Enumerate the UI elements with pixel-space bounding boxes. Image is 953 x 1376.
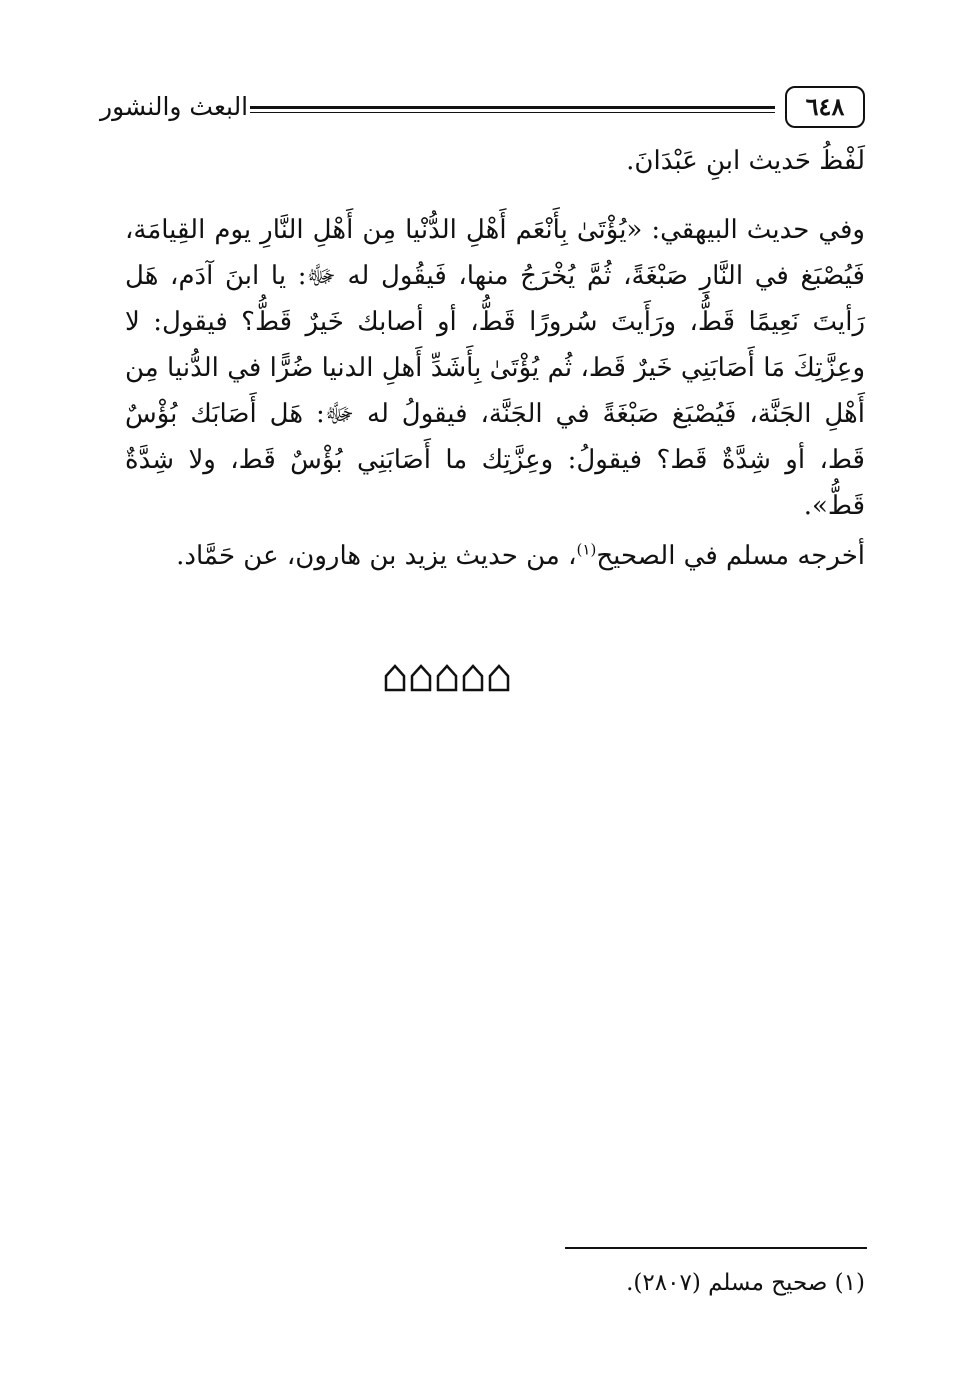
ornament-arch-4 — [464, 666, 482, 690]
footnote-separator — [565, 1247, 867, 1249]
footnote-marker: (١) — [576, 540, 597, 559]
footnote-1: (١) صحيح مسلم (٢٨٠٧). — [626, 1270, 865, 1296]
page-number-frame — [785, 86, 865, 128]
body-line-first: لَفْظُ حَديث ابنِ عَبْدَانَ. — [626, 146, 865, 176]
running-title: البعث والنشور — [100, 92, 249, 121]
five-arch-ornament-icon — [383, 656, 513, 696]
header-rule — [250, 106, 775, 109]
body-paragraph-hadith: وفي حديث البيهقي: «يُؤْتَىٰ بِأَنْعَم أَهْلِ الدُّنْيا مِن أَهْلِ النَّارِ يوم القِيامَة، فَيُصْبَغ في النَّارِ صَبْغَةً، ثُمَّ يُخْرَجُ منها، فَيقُول له ﷻ: يا ابنَ آدَم، هَل رَأيتَ نَعِيمًا قَطُّ، ورَأَيتَ سُرورًا قَطُّ، أو أصابك خَيرٌ قَطُّ؟ فيقول: لا وعِزَّتِكَ مَا أَصَابَنِي خَيرٌ قَط، ثُم يُؤْتَىٰ بِأَشَدِّ أَهلِ الدنيا ضُرًّا في الدُّنيا مِن أَهْلِ الجَنَّة، فَيُصْبَغ صَبْغَةً في الجَنَّة، فيقولُ له ﷻ: هَل أَصَابَك بُؤْسٌ قَط، أو شِدَّةٌ قَط؟ فيقولُ: وعِزَّتِك ما أَصَابَنِي بُؤْسٌ قَط، ولا شِدَّةٌ قَطُّ». — [125, 215, 865, 521]
ornament-arch-1 — [386, 666, 404, 690]
ornament-arch-2 — [412, 666, 430, 690]
ornament-arch-5 — [490, 666, 508, 690]
ornament-arch-3 — [438, 666, 456, 690]
source-text-after-mark: ، من حديث يزيد بن هارون، عن حَمَّاد. — [176, 541, 577, 571]
page-number: ٦٤٨ — [805, 92, 845, 121]
body-paragraph-source — [125, 533, 865, 579]
page-header — [100, 86, 865, 132]
source-text-before-mark: أخرجه مسلم في الصحيح — [596, 541, 865, 571]
